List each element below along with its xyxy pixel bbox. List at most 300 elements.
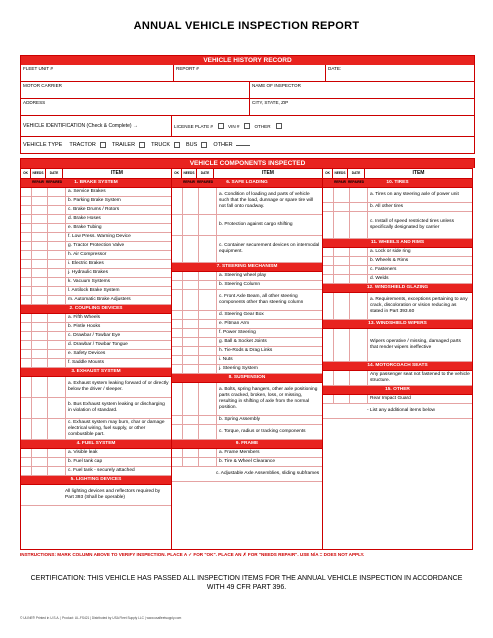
needs-repair-checkbox[interactable] bbox=[334, 257, 350, 265]
needs-repair-checkbox[interactable] bbox=[32, 467, 48, 475]
inspection-item-row bbox=[172, 311, 322, 320]
item-label: a. Fifth Wheels bbox=[68, 315, 100, 320]
ok-checkbox[interactable] bbox=[172, 416, 183, 424]
needs-repair-header: NEEDS REPAIR bbox=[333, 169, 348, 178]
needs-repair-checkbox[interactable] bbox=[32, 206, 48, 214]
ok-checkbox[interactable] bbox=[21, 458, 32, 466]
motor-carrier-field[interactable]: MOTOR CARRIER bbox=[23, 83, 62, 88]
repaired-date-field[interactable] bbox=[350, 329, 368, 361]
repaired-date-field[interactable] bbox=[48, 188, 66, 196]
needs-repair-checkbox[interactable] bbox=[183, 449, 199, 457]
item-label: a. Bolts, spring hangers, other axle positioning parts cracked, broken, loss, or missing, resulting in shifting of axle from the normal position. bbox=[219, 387, 318, 410]
needs-repair-checkbox[interactable] bbox=[32, 233, 48, 241]
item-label: d. Welds bbox=[370, 276, 389, 281]
repaired-date-field[interactable] bbox=[199, 272, 217, 280]
repaired-date-field[interactable] bbox=[48, 359, 66, 367]
repaired-date-field[interactable] bbox=[199, 347, 217, 355]
type-trailer-checkbox[interactable] bbox=[139, 142, 145, 148]
ok-checkbox[interactable] bbox=[323, 257, 334, 265]
needs-repair-checkbox[interactable] bbox=[32, 398, 48, 418]
inspection-item-row bbox=[21, 242, 171, 251]
inspection-item-row bbox=[172, 272, 322, 281]
ok-checkbox[interactable] bbox=[21, 251, 32, 259]
footer-text: © ULINE® Printed in U.S.A. | Product: UL-FS421 | Distributed by USA Fleet Supply LLC | www.usafleetsupply.com bbox=[20, 616, 182, 620]
section-heading: 7. STEERING MECHANISM bbox=[172, 263, 322, 272]
needs-repair-checkbox[interactable] bbox=[32, 296, 48, 304]
item-label: i. Nuts bbox=[219, 357, 233, 362]
address-field[interactable]: ADDRESS bbox=[23, 100, 46, 105]
inspection-item-row bbox=[172, 320, 322, 329]
inspection-item-row bbox=[21, 458, 171, 467]
needs-repair-checkbox[interactable] bbox=[32, 419, 48, 439]
repaired-date-field[interactable] bbox=[199, 383, 217, 415]
item-label: a. Exhaust system leaking forward of or directly below the driver / sleeper. bbox=[68, 381, 169, 392]
section-heading: 10. TIRES bbox=[323, 179, 472, 188]
repaired-date-field[interactable] bbox=[48, 332, 66, 340]
needs-repair-checkbox[interactable] bbox=[32, 188, 48, 196]
item-label: g. Tractor Protection Valve bbox=[68, 243, 125, 248]
needs-repair-checkbox[interactable] bbox=[183, 188, 199, 214]
repaired-date-field[interactable] bbox=[350, 188, 368, 202]
inspection-item-row bbox=[21, 188, 171, 197]
section-heading: 5. LIGHTING DEVICES bbox=[21, 476, 171, 485]
needs-repair-checkbox[interactable] bbox=[32, 197, 48, 205]
item-label: - List any additional items below bbox=[367, 408, 435, 413]
item-label: b. Steering Column bbox=[219, 282, 261, 287]
needs-repair-checkbox[interactable] bbox=[32, 332, 48, 340]
item-label: b. Bus Exhaust system leaking or discharging in violation of standard. bbox=[68, 402, 165, 413]
ok-checkbox[interactable] bbox=[323, 275, 334, 283]
needs-repair-checkbox[interactable] bbox=[334, 275, 350, 283]
repaired-date-field[interactable] bbox=[48, 350, 66, 358]
repaired-date-field[interactable] bbox=[350, 371, 368, 385]
needs-repair-checkbox[interactable] bbox=[183, 236, 199, 262]
inspection-item-row bbox=[172, 365, 322, 374]
ok-checkbox[interactable] bbox=[323, 371, 334, 385]
inspection-item-row bbox=[172, 356, 322, 365]
repaired-date-field[interactable] bbox=[350, 266, 368, 274]
section-heading: 8. SUSPENSION bbox=[172, 374, 322, 383]
inspection-item-row bbox=[323, 329, 472, 362]
repaired-date-field[interactable] bbox=[48, 296, 66, 304]
ok-checkbox[interactable] bbox=[172, 356, 183, 364]
repaired-date-field[interactable] bbox=[199, 236, 217, 262]
item-label: b. Pintle Hooks bbox=[68, 324, 101, 329]
repaired-date-field[interactable] bbox=[199, 281, 217, 289]
item-label: b. Spring Assembly bbox=[219, 417, 261, 422]
inspection-item-row bbox=[172, 215, 322, 236]
repaired-date-field[interactable] bbox=[48, 242, 66, 250]
ok-checkbox[interactable] bbox=[21, 467, 32, 475]
repaired-date-field[interactable] bbox=[199, 188, 217, 214]
inspection-item-row bbox=[21, 467, 171, 476]
needs-repair-checkbox[interactable] bbox=[32, 224, 48, 232]
ok-checkbox[interactable] bbox=[21, 323, 32, 331]
repaired-date-field[interactable] bbox=[199, 365, 217, 373]
item-label: b. All other tires bbox=[370, 204, 404, 209]
inspection-item-row bbox=[21, 269, 171, 278]
needs-repair-checkbox[interactable] bbox=[32, 242, 48, 250]
ok-checkbox[interactable] bbox=[172, 383, 183, 415]
item-label: f. Saddle Mounts bbox=[68, 360, 104, 365]
needs-repair-checkbox[interactable] bbox=[183, 281, 199, 289]
ok-checkbox[interactable] bbox=[21, 332, 32, 340]
repaired-date-field[interactable] bbox=[199, 449, 217, 457]
ok-checkbox[interactable] bbox=[21, 398, 32, 418]
inspection-item-row bbox=[323, 212, 472, 239]
repaired-date-field[interactable] bbox=[199, 290, 217, 310]
repaired-date-field[interactable] bbox=[48, 233, 66, 241]
ok-checkbox[interactable] bbox=[21, 242, 32, 250]
section-heading: 1. BRAKE SYSTEM bbox=[21, 179, 171, 188]
instructions-text: INSTRUCTIONS: MARK COLUMN ABOVE TO VERIFY INSPECTION. PLACE A ✓ FOR "OK". PLACE AN ✗ FOR "NEEDS REPAIR". USE N/A = DOES NOT APPLY. bbox=[20, 552, 365, 557]
needs-repair-checkbox[interactable] bbox=[32, 458, 48, 466]
inspection-item-row bbox=[172, 290, 322, 311]
item-header: ITEM bbox=[412, 170, 425, 176]
needs-repair-checkbox[interactable] bbox=[183, 272, 199, 280]
repaired-date-field[interactable] bbox=[48, 419, 66, 439]
needs-repair-checkbox[interactable] bbox=[32, 359, 48, 367]
type-other-label: OTHER bbox=[213, 142, 233, 148]
inspection-item-row bbox=[21, 449, 171, 458]
repaired-date-field[interactable] bbox=[199, 425, 217, 439]
needs-repair-checkbox[interactable] bbox=[183, 425, 199, 439]
ok-checkbox[interactable] bbox=[323, 395, 334, 403]
type-tractor-label: TRACTOR bbox=[69, 142, 96, 148]
item-label: b. Fuel tank cap bbox=[68, 459, 103, 464]
type-other-line[interactable] bbox=[236, 145, 250, 146]
item-label: c. Brake Drums / Rotors bbox=[68, 207, 120, 212]
ok-checkbox[interactable] bbox=[21, 296, 32, 304]
inspection-item-row bbox=[323, 293, 472, 320]
item-label: j. Hydraulic Brakes bbox=[68, 270, 108, 275]
ok-checkbox[interactable] bbox=[323, 293, 334, 319]
ok-checkbox[interactable] bbox=[21, 359, 32, 367]
inspection-item-row bbox=[172, 458, 322, 467]
inspection-item-row bbox=[172, 236, 322, 263]
ok-checkbox[interactable] bbox=[21, 314, 32, 322]
ok-checkbox[interactable] bbox=[172, 215, 183, 235]
inspection-item-row bbox=[172, 383, 322, 416]
needs-repair-checkbox[interactable] bbox=[183, 383, 199, 415]
inspection-item-row bbox=[21, 260, 171, 269]
history-heading: VEHICLE HISTORY RECORD bbox=[21, 56, 474, 65]
ok-checkbox[interactable] bbox=[21, 278, 32, 286]
vin-label: VIN # bbox=[227, 123, 240, 129]
item-label: Any passenger seat not fastened to the vehicle structure. bbox=[370, 372, 470, 383]
ok-checkbox[interactable] bbox=[21, 377, 32, 397]
inspection-item-row bbox=[21, 314, 171, 323]
repaired-date-field[interactable] bbox=[48, 323, 66, 331]
ok-checkbox[interactable] bbox=[172, 338, 183, 346]
needs-repair-checkbox[interactable] bbox=[32, 278, 48, 286]
needs-repair-checkbox[interactable] bbox=[32, 251, 48, 259]
repaired-date-field[interactable] bbox=[48, 278, 66, 286]
item-label: i. Electric Brakes bbox=[68, 261, 104, 266]
item-label: c. Fasteners bbox=[370, 267, 397, 272]
type-bus-checkbox[interactable] bbox=[201, 142, 207, 148]
repaired-date-field[interactable] bbox=[199, 311, 217, 319]
repaired-date-field[interactable] bbox=[199, 356, 217, 364]
item-label: b. Tire & Wheel Clearance bbox=[219, 459, 275, 464]
item-label: e. Pitman Arm bbox=[219, 321, 250, 326]
inspection-item-row bbox=[172, 416, 322, 425]
inspection-item-row bbox=[21, 350, 171, 359]
repaired-date-field[interactable] bbox=[48, 269, 66, 277]
item-label: a. Steering wheel play bbox=[219, 273, 267, 278]
needs-repair-checkbox[interactable] bbox=[334, 329, 350, 361]
needs-repair-checkbox[interactable] bbox=[183, 329, 199, 337]
license-plate-checkbox[interactable] bbox=[218, 123, 224, 129]
repaired-date-field[interactable] bbox=[48, 260, 66, 268]
needs-repair-checkbox[interactable] bbox=[183, 416, 199, 424]
inspection-item-row bbox=[172, 188, 322, 215]
needs-repair-checkbox[interactable] bbox=[32, 323, 48, 331]
item-label: d. Brake Hoses bbox=[68, 216, 101, 221]
repaired-date-field[interactable] bbox=[48, 314, 66, 322]
inspection-item-row bbox=[323, 203, 472, 212]
ok-checkbox[interactable] bbox=[172, 425, 183, 439]
ok-checkbox[interactable] bbox=[323, 266, 334, 274]
ok-checkbox[interactable] bbox=[172, 290, 183, 310]
ok-checkbox[interactable] bbox=[21, 269, 32, 277]
repaired-date-field[interactable] bbox=[48, 251, 66, 259]
ok-checkbox[interactable] bbox=[172, 365, 183, 373]
ok-checkbox[interactable] bbox=[172, 449, 183, 457]
repaired-date-field[interactable] bbox=[199, 320, 217, 328]
needs-repair-checkbox[interactable] bbox=[183, 356, 199, 364]
inspection-item-row bbox=[21, 233, 171, 242]
needs-repair-checkbox[interactable] bbox=[334, 188, 350, 202]
inspection-item-row bbox=[21, 287, 171, 296]
item-label: a. Frame Members bbox=[219, 450, 260, 455]
item-label: k. Vacuum Systems bbox=[68, 279, 111, 284]
inspection-item-row bbox=[172, 347, 322, 356]
needs-repair-checkbox[interactable] bbox=[334, 212, 350, 238]
item-label: All lighting devices and reflectors required by Part 393 (Shall be operable) bbox=[65, 489, 161, 500]
repaired-date-field[interactable] bbox=[350, 395, 368, 403]
repaired-date-field[interactable] bbox=[48, 215, 66, 223]
repaired-date-field[interactable] bbox=[350, 248, 368, 256]
vin-checkbox[interactable] bbox=[244, 123, 250, 129]
needs-repair-checkbox[interactable] bbox=[32, 314, 48, 322]
repaired-date-field[interactable] bbox=[199, 416, 217, 424]
ok-checkbox[interactable] bbox=[172, 320, 183, 328]
inspection-item-row bbox=[21, 206, 171, 215]
needs-repair-checkbox[interactable] bbox=[183, 338, 199, 346]
ok-header: OK bbox=[323, 169, 333, 178]
needs-repair-header: NEEDS REPAIR bbox=[182, 169, 197, 178]
inspector-name-field[interactable]: NAME OF INSPECTOR bbox=[249, 82, 474, 98]
inspection-item-row bbox=[21, 296, 171, 305]
repaired-date-field[interactable] bbox=[350, 275, 368, 283]
item-label: j. Steering System bbox=[219, 366, 258, 371]
repaired-date-field[interactable] bbox=[48, 467, 66, 475]
section-heading: 13. WINDSHIELD WIPERS bbox=[323, 320, 472, 329]
inspection-item-row bbox=[21, 251, 171, 260]
ok-checkbox[interactable] bbox=[21, 197, 32, 205]
other-id-label: OTHER bbox=[254, 123, 271, 129]
inspection-item-row bbox=[21, 377, 171, 398]
ok-checkbox[interactable] bbox=[21, 260, 32, 268]
ok-checkbox[interactable] bbox=[21, 188, 32, 196]
inspection-item-row bbox=[21, 359, 171, 368]
needs-repair-checkbox[interactable] bbox=[334, 293, 350, 319]
item-label: a. Service Brakes bbox=[68, 189, 106, 194]
item-label: Wipers operative / missing, damaged parts that render wipers ineffective bbox=[370, 339, 461, 350]
other-id-checkbox[interactable] bbox=[276, 123, 282, 129]
repaired-date-field[interactable] bbox=[199, 338, 217, 346]
ok-checkbox[interactable] bbox=[172, 272, 183, 280]
item-label: c. Front Axle Beam, all other steering components other than steering column bbox=[219, 294, 304, 305]
certification-text: CERTIFICATION: THIS VEHICLE HAS PASSED ALL INSPECTION ITEMS FOR THE ANNUAL VEHICLE INSPECTION IN ACCORDANCE WITH 49 CFR PART 396. bbox=[30, 575, 463, 591]
ok-checkbox[interactable] bbox=[21, 419, 32, 439]
type-truck-label: TRUCK bbox=[151, 142, 171, 148]
blank-marks-area[interactable] bbox=[323, 404, 365, 418]
item-label: a. Condition of loading and parts of vehicle such that the load, dunnage or spare tire will not fall onto roadway. bbox=[219, 192, 314, 209]
repaired-date-field[interactable] bbox=[48, 449, 66, 457]
inspection-item-row bbox=[21, 215, 171, 224]
item-label: d. Drawbar / Towbar Tongue bbox=[68, 342, 128, 347]
blank-marks-area[interactable] bbox=[21, 485, 63, 505]
inspection-item-row bbox=[21, 398, 171, 419]
ok-checkbox[interactable] bbox=[323, 212, 334, 238]
ok-checkbox[interactable] bbox=[21, 350, 32, 358]
ok-checkbox[interactable] bbox=[323, 203, 334, 211]
repaired-date-field[interactable] bbox=[48, 458, 66, 466]
needs-repair-checkbox[interactable] bbox=[334, 203, 350, 211]
report-number-field[interactable]: REPORT # bbox=[173, 65, 325, 81]
needs-repair-checkbox[interactable] bbox=[183, 347, 199, 355]
repaired-date-field[interactable] bbox=[199, 329, 217, 337]
ok-checkbox[interactable] bbox=[21, 341, 32, 349]
section-heading: 6. SAFE LOADING bbox=[172, 179, 322, 188]
ok-checkbox[interactable] bbox=[21, 206, 32, 214]
ok-checkbox[interactable] bbox=[172, 347, 183, 355]
needs-repair-checkbox[interactable] bbox=[183, 320, 199, 328]
repaired-date-field[interactable] bbox=[350, 257, 368, 265]
repaired-date-header: DATE REPAIRED bbox=[197, 171, 214, 184]
item-label: a. Tires on any steering axle of power unit bbox=[370, 192, 459, 197]
section-heading: 11. WHEELS AND RIMS bbox=[323, 239, 472, 248]
repaired-date-field[interactable] bbox=[48, 206, 66, 214]
inspection-item-row bbox=[323, 275, 472, 284]
inspection-item-row bbox=[21, 332, 171, 341]
inspection-item-row bbox=[172, 449, 322, 458]
needs-repair-checkbox[interactable] bbox=[32, 449, 48, 457]
ok-checkbox[interactable] bbox=[21, 215, 32, 223]
inspection-item-row bbox=[21, 278, 171, 287]
needs-repair-checkbox[interactable] bbox=[183, 311, 199, 319]
ok-checkbox[interactable] bbox=[21, 233, 32, 241]
item-label: h. Air Compressor bbox=[68, 252, 107, 257]
item-label: h. Tie-Rods & Drag Links bbox=[219, 348, 273, 353]
type-truck-checkbox[interactable] bbox=[174, 142, 180, 148]
repaired-date-field[interactable] bbox=[199, 215, 217, 235]
fleet-unit-field[interactable]: FLEET UNIT # bbox=[23, 66, 53, 71]
needs-repair-checkbox[interactable] bbox=[334, 395, 350, 403]
ok-checkbox[interactable] bbox=[172, 281, 183, 289]
ok-checkbox[interactable] bbox=[21, 449, 32, 457]
repaired-date-field[interactable] bbox=[48, 287, 66, 295]
components-column bbox=[21, 169, 172, 549]
item-label: d. Steering Gear Box bbox=[219, 312, 264, 317]
repaired-date-header: DATE REPAIRED bbox=[348, 171, 365, 184]
needs-repair-checkbox[interactable] bbox=[32, 341, 48, 349]
needs-repair-checkbox[interactable] bbox=[32, 269, 48, 277]
needs-repair-header: NEEDS REPAIR bbox=[31, 169, 46, 178]
needs-repair-checkbox[interactable] bbox=[334, 248, 350, 256]
city-state-zip-field[interactable]: CITY, STATE, ZIP bbox=[249, 99, 474, 115]
ok-checkbox[interactable] bbox=[172, 311, 183, 319]
ok-checkbox[interactable] bbox=[172, 188, 183, 214]
ok-checkbox[interactable] bbox=[21, 224, 32, 232]
inspection-item-row bbox=[323, 404, 472, 419]
ok-header: OK bbox=[21, 169, 31, 178]
repaired-date-field[interactable] bbox=[48, 398, 66, 418]
ok-checkbox[interactable] bbox=[172, 236, 183, 262]
section-heading: 14. MOTORCOACH SEATS bbox=[323, 362, 472, 371]
ok-checkbox[interactable] bbox=[172, 329, 183, 337]
blank-marks-area[interactable] bbox=[172, 467, 214, 481]
repaired-date-field[interactable] bbox=[350, 203, 368, 211]
inspection-item-row bbox=[172, 425, 322, 440]
needs-repair-checkbox[interactable] bbox=[183, 365, 199, 373]
repaired-date-field[interactable] bbox=[350, 293, 368, 319]
needs-repair-checkbox[interactable] bbox=[32, 260, 48, 268]
needs-repair-checkbox[interactable] bbox=[32, 215, 48, 223]
type-tractor-checkbox[interactable] bbox=[100, 142, 106, 148]
inspection-item-row bbox=[21, 323, 171, 332]
item-label: b. Wheels & Rims bbox=[370, 258, 409, 263]
inspection-item-row bbox=[21, 419, 171, 440]
ok-checkbox[interactable] bbox=[323, 188, 334, 202]
needs-repair-checkbox[interactable] bbox=[183, 290, 199, 310]
repaired-date-field[interactable] bbox=[350, 212, 368, 238]
inspection-item-row bbox=[172, 338, 322, 347]
ok-checkbox[interactable] bbox=[323, 248, 334, 256]
repaired-date-field[interactable] bbox=[48, 341, 66, 349]
section-heading: 2. COUPLING DEVICES bbox=[21, 305, 171, 314]
type-bus-label: BUS bbox=[186, 142, 198, 148]
item-label: c. Container securement devices on intermodal equipment. bbox=[219, 243, 320, 254]
repaired-date-field[interactable] bbox=[48, 377, 66, 397]
item-label: a. Lock or side ring bbox=[370, 249, 411, 254]
inspection-item-row bbox=[323, 248, 472, 257]
needs-repair-checkbox[interactable] bbox=[32, 377, 48, 397]
needs-repair-checkbox[interactable] bbox=[183, 215, 199, 235]
item-label: c. Exhaust system may burn, char or damage electrical wiring, fuel supply, or other combustible part. bbox=[68, 420, 165, 437]
needs-repair-checkbox[interactable] bbox=[183, 458, 199, 466]
item-label: f. Power Steering bbox=[219, 330, 256, 335]
needs-repair-checkbox[interactable] bbox=[32, 350, 48, 358]
repaired-date-field[interactable] bbox=[48, 224, 66, 232]
item-label: c. Torque, radius or tracking components bbox=[219, 429, 306, 434]
repaired-date-field[interactable] bbox=[48, 197, 66, 205]
ok-checkbox[interactable] bbox=[323, 329, 334, 361]
vehicle-history-section bbox=[20, 55, 475, 154]
date-field[interactable]: DATE: bbox=[325, 65, 474, 81]
inspection-item-row bbox=[323, 395, 472, 404]
section-heading: 12. WINDSHIELD GLAZING bbox=[323, 284, 472, 293]
needs-repair-checkbox[interactable] bbox=[334, 371, 350, 385]
repaired-date-field[interactable] bbox=[199, 458, 217, 466]
needs-repair-checkbox[interactable] bbox=[334, 266, 350, 274]
ok-checkbox[interactable] bbox=[21, 287, 32, 295]
inspection-item-row bbox=[172, 329, 322, 338]
ok-checkbox[interactable] bbox=[172, 458, 183, 466]
needs-repair-checkbox[interactable] bbox=[32, 287, 48, 295]
